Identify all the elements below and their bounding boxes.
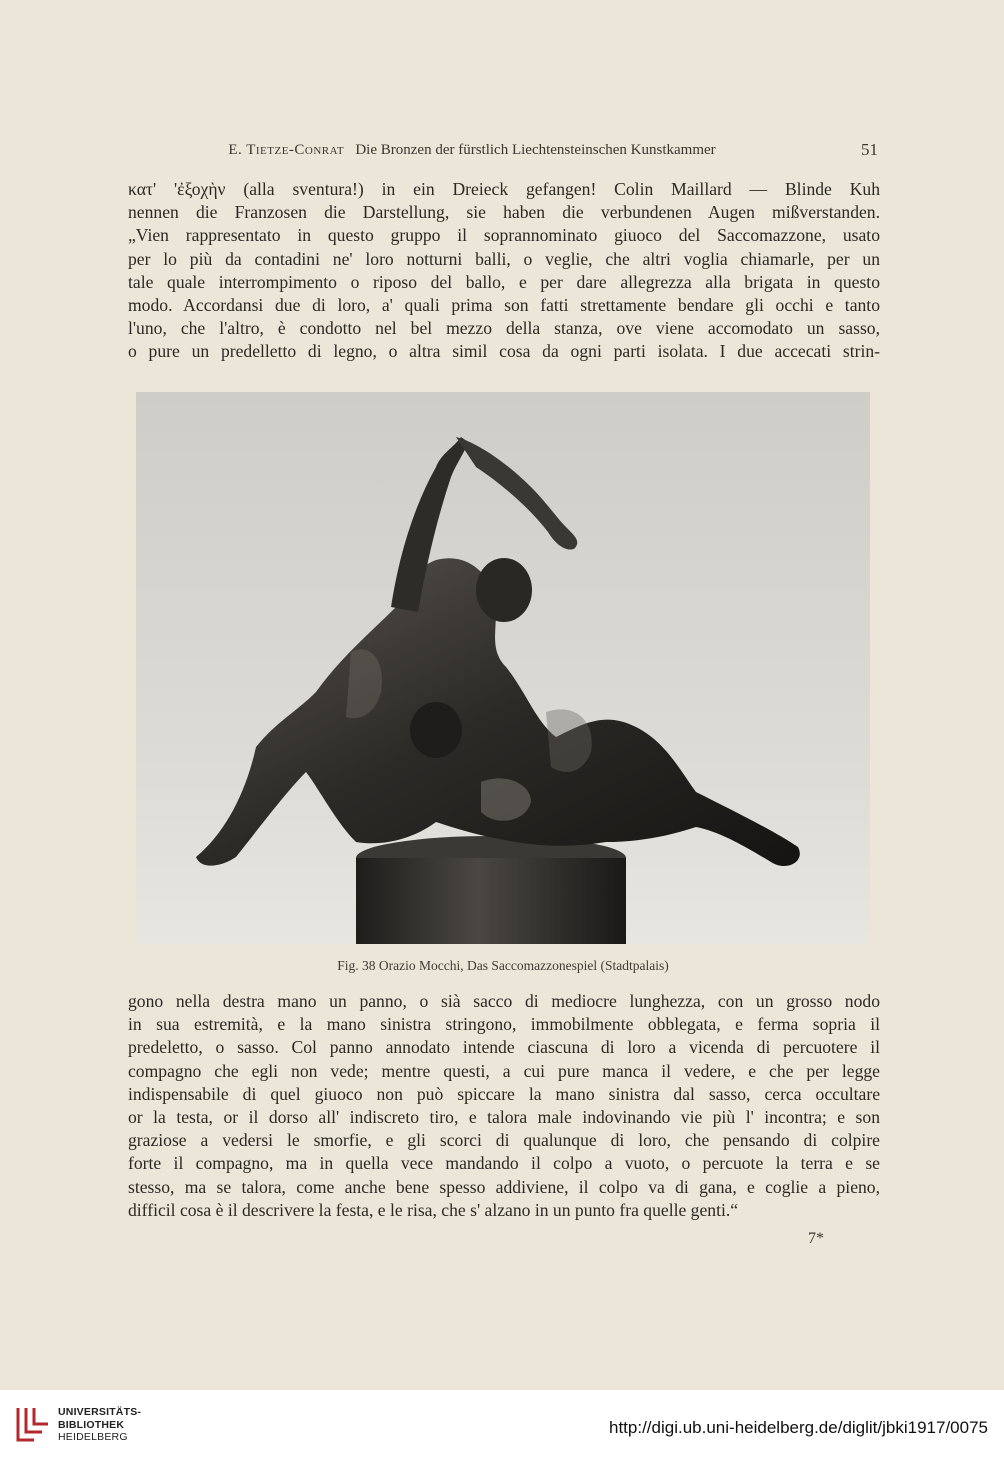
text-line: modo. Accordansi due di loro, a' quali prima son fatti strettamente bendare gli occhi e tanto: [128, 294, 880, 315]
header-author: E. Tietze-Conrat: [228, 142, 345, 158]
signature-mark: 7*: [808, 1230, 824, 1247]
text-line: in sua estremità, e la mano sinistra stringono, immobilmente obblegata, e ferma sopria il: [128, 1014, 880, 1035]
text-line: compagno che egli non vede; mentre questi, a cui pure manca il vedere, e che per legge: [128, 1060, 880, 1081]
text-line: nennen die Franzosen die Darstellung, sie haben die verbundenen Augen mißverstanden.: [128, 202, 880, 223]
library-line-1: UNIVERSITÄTS-: [58, 1406, 142, 1418]
text-line: indispensabile di quel giuoco non può spiccare la mano sinistra dal sasso, cerca occultare: [128, 1083, 880, 1104]
figure-caption: Fig. 38 Orazio Mocchi, Das Saccomazzonespiel (Stadtpalais): [337, 958, 669, 973]
text-line: predeletto, o sasso. Col panno annodato intende ciascuna di loro a vicenda di percuotere il: [128, 1037, 880, 1058]
page-number: 51: [861, 140, 878, 159]
text-line: forte il compagno, ma in quella vece mandando il colpo a vuoto, o percuote la terra e se: [128, 1153, 880, 1174]
header-title: Die Bronzen der fürstlich Liechtensteinschen Kunstkammer: [355, 142, 716, 158]
text-line: or la testa, or il dorso all' indiscreto tiro, e talora male indovinando vie più l' incontra; e son: [128, 1106, 880, 1127]
running-header: [126, 138, 878, 160]
library-line-3: HEIDELBERG: [58, 1431, 128, 1443]
library-line-2: BIBLIOTHEK: [58, 1418, 125, 1431]
text-line: stesso, ma se talora, come anche bene spesso addiviene, il colpo va di gana, e coglie a pieno,: [128, 1176, 880, 1197]
library-logo-icon[interactable]: [12, 1402, 52, 1446]
text-line: κατ' 'ἐξοχὴν (alla sventura!) in ein Dreieck gefangen! Colin Maillard — Blinde Kuh: [128, 179, 880, 199]
text-line: l'uno, che l'altro, è condotto nel bel mezzo della stanza, ove viene accomodato un sasso,: [128, 318, 880, 339]
text-line: graziose a vedersi le smorfie, e gli scorci di qualunque di loro, che pensando di colpire: [128, 1130, 880, 1151]
bronze-sculpture-image: [136, 392, 870, 944]
text-line: difficil cosa è il descrivere la festa, e le risa, che s' alzano in un punto fra quelle genti.“: [128, 1199, 739, 1220]
text-line: per lo più da contadini ne' loro notturni balli, o veglie, che altri voglia chiamarle, per un: [128, 248, 880, 269]
paragraph-bottom: [128, 990, 880, 1222]
text-line: tale quale interrompimento o riposo del ballo, e per dare allegrezza alla brigata in questo: [128, 271, 880, 292]
paragraph-top: [128, 178, 880, 364]
library-name[interactable]: [58, 1406, 141, 1444]
text-line: „Vien rappresentato in questo gruppo il soprannominato giuoco del Saccomazzone, usato: [128, 225, 880, 246]
text-line: o pure un predelletto di legno, o altra simil cosa da ogni parti isolata. I due accecati strin-: [128, 341, 880, 362]
text-line: gono nella destra mano un panno, o sià sacco di mediocre lunghezza, con un grosso nodo: [128, 991, 880, 1011]
figure-photograph: [136, 392, 870, 944]
permalink-url[interactable]: http://digi.ub.uni-heidelberg.de/diglit/jbki1917/0075: [609, 1418, 988, 1437]
